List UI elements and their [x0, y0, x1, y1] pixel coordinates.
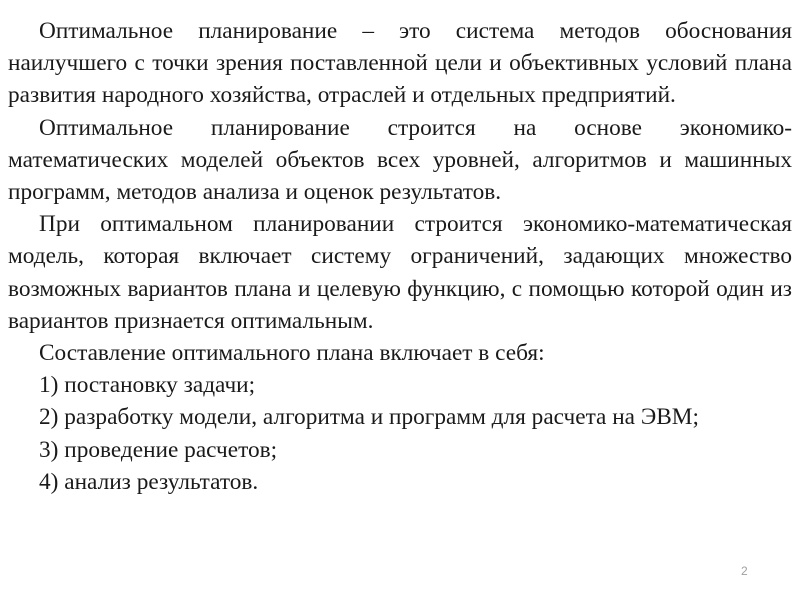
paragraph-basis: Оптимальное планирование строится на основе экономико-математических моделей объектов всех уровней, алгоритмов и машинных программ, методов анализа и оценок результатов. [8, 114, 792, 206]
paragraph-list-intro: Составление оптимального плана включает в себя: [39, 340, 545, 367]
slide-body [8, 15, 792, 498]
page-number: 2 [741, 564, 748, 578]
list-item: 2) разработку модели, алгоритма и программ для расчета на ЭВМ; [39, 404, 699, 431]
paragraph-model: При оптимальном планировании строится экономико-математическая модель, которая включает систему ограничений, задающих множество возможных вариантов плана и целевую функцию, с помощью которой один из вариантов признается оптимальным. [8, 211, 792, 334]
list-item: 4) анализ результатов. [39, 468, 259, 495]
paragraph-definition: Оптимальное планирование – это система методов обоснования наилучшего с точки зрения поставленной цели и объективных условий плана развития народного хозяйства, отраслей и отдельных предприятий. [8, 18, 792, 109]
list-item: 3) проведение расчетов; [39, 436, 278, 463]
list-item: 1) постановку задачи; [39, 372, 256, 399]
